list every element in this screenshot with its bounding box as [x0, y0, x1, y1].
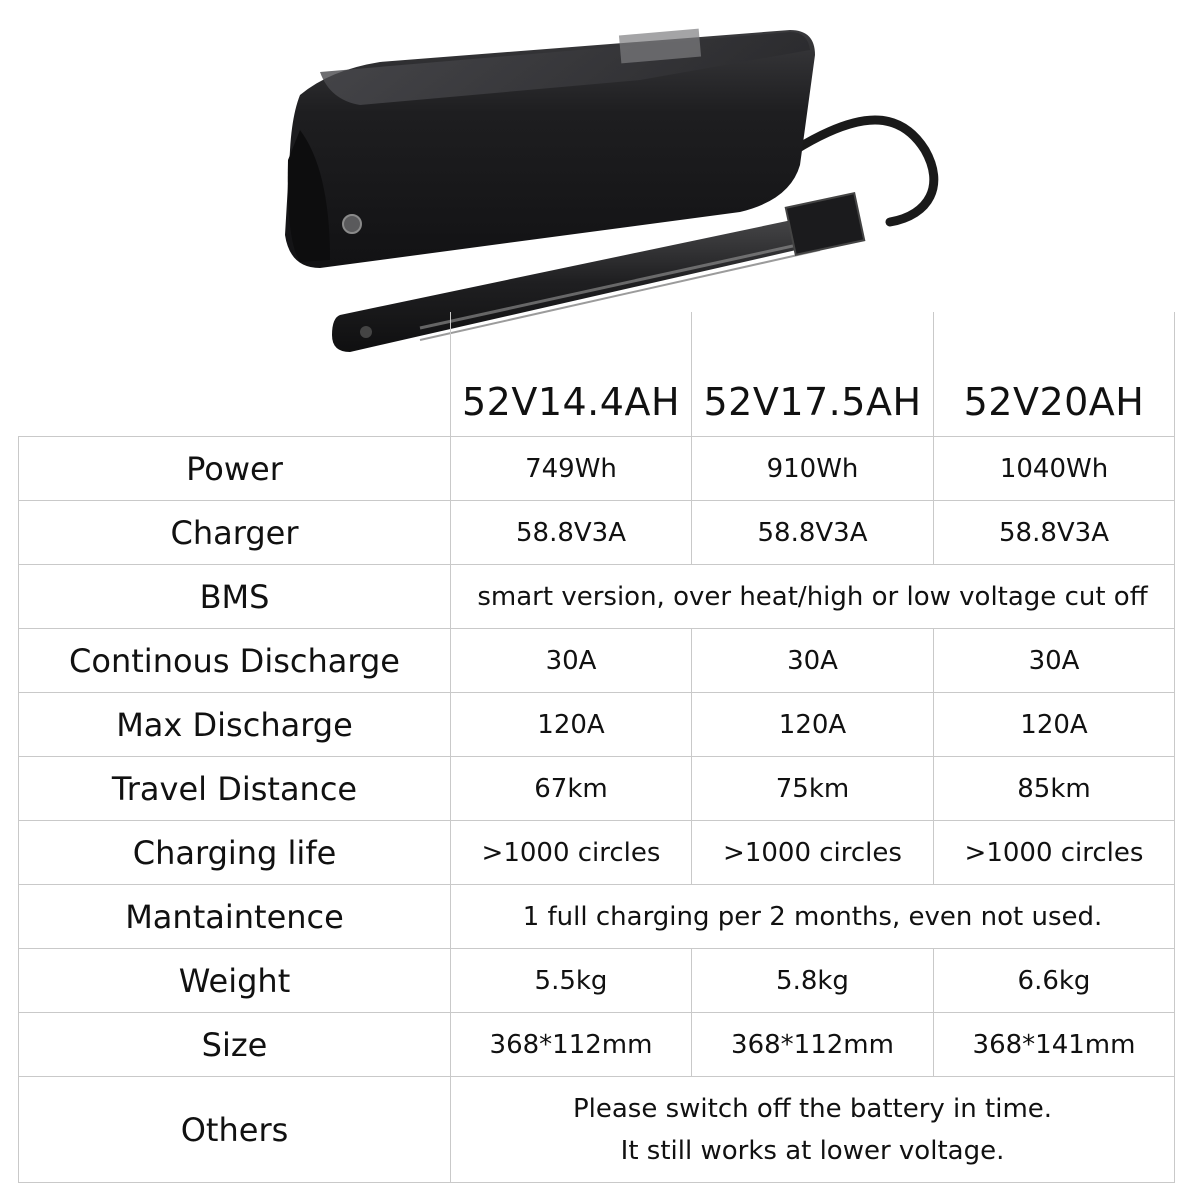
row-label: Charging life	[19, 821, 451, 885]
table-header-row	[19, 313, 1175, 437]
row-label: Power	[19, 437, 451, 501]
lock-keyhole-icon	[343, 215, 361, 233]
cell-value: >1000 circles	[934, 821, 1175, 885]
table-row	[19, 1013, 1175, 1077]
cell-value: 120A	[692, 693, 934, 757]
cell-value: 67km	[451, 757, 692, 821]
cell-value: 30A	[451, 629, 692, 693]
table-row	[19, 629, 1175, 693]
cell-value: 120A	[451, 693, 692, 757]
model-header: 52V20AH	[934, 313, 1175, 437]
table-row	[19, 949, 1175, 1013]
cell-value: 910Wh	[692, 437, 934, 501]
row-label: BMS	[19, 565, 451, 629]
connector-block	[786, 193, 864, 255]
cell-value: 120A	[934, 693, 1175, 757]
cell-value: 75km	[692, 757, 934, 821]
cell-value: 368*112mm	[692, 1013, 934, 1077]
row-label: Travel Distance	[19, 757, 451, 821]
cell-value: 85km	[934, 757, 1175, 821]
cell-value: 749Wh	[451, 437, 692, 501]
row-label: Weight	[19, 949, 451, 1013]
table-row	[19, 1077, 1175, 1183]
note-line: It still works at lower voltage.	[620, 1135, 1005, 1166]
row-label: Mantaintence	[19, 885, 451, 949]
cell-spanning-value	[451, 1077, 1175, 1183]
cell-value: 5.5kg	[451, 949, 692, 1013]
cell-value: 58.8V3A	[934, 501, 1175, 565]
cell-value: >1000 circles	[451, 821, 692, 885]
row-label: Others	[19, 1077, 451, 1183]
cell-spanning-value: smart version, over heat/high or low voltage cut off	[451, 565, 1175, 629]
header-blank-cell	[19, 313, 451, 437]
spec-table	[18, 312, 1175, 1183]
table-row	[19, 757, 1175, 821]
cell-value: >1000 circles	[692, 821, 934, 885]
cell-value: 5.8kg	[692, 949, 934, 1013]
cell-value: 1040Wh	[934, 437, 1175, 501]
cell-value: 30A	[934, 629, 1175, 693]
row-label: Max Discharge	[19, 693, 451, 757]
table-row	[19, 565, 1175, 629]
cell-spanning-value: 1 full charging per 2 months, even not used.	[451, 885, 1175, 949]
cell-value: 368*141mm	[934, 1013, 1175, 1077]
table-row	[19, 501, 1175, 565]
note-line: Please switch off the battery in time.	[572, 1093, 1053, 1124]
cell-value: 368*112mm	[451, 1013, 692, 1077]
row-label: Continous Discharge	[19, 629, 451, 693]
cell-value: 6.6kg	[934, 949, 1175, 1013]
row-label: Size	[19, 1013, 451, 1077]
table-row	[19, 821, 1175, 885]
model-header: 52V14.4AH	[451, 313, 692, 437]
row-label: Charger	[19, 501, 451, 565]
table-row	[19, 437, 1175, 501]
table-row	[19, 885, 1175, 949]
cell-value: 30A	[692, 629, 934, 693]
cell-value: 58.8V3A	[451, 501, 692, 565]
model-header: 52V17.5AH	[692, 313, 934, 437]
table-row	[19, 693, 1175, 757]
cell-value: 58.8V3A	[692, 501, 934, 565]
